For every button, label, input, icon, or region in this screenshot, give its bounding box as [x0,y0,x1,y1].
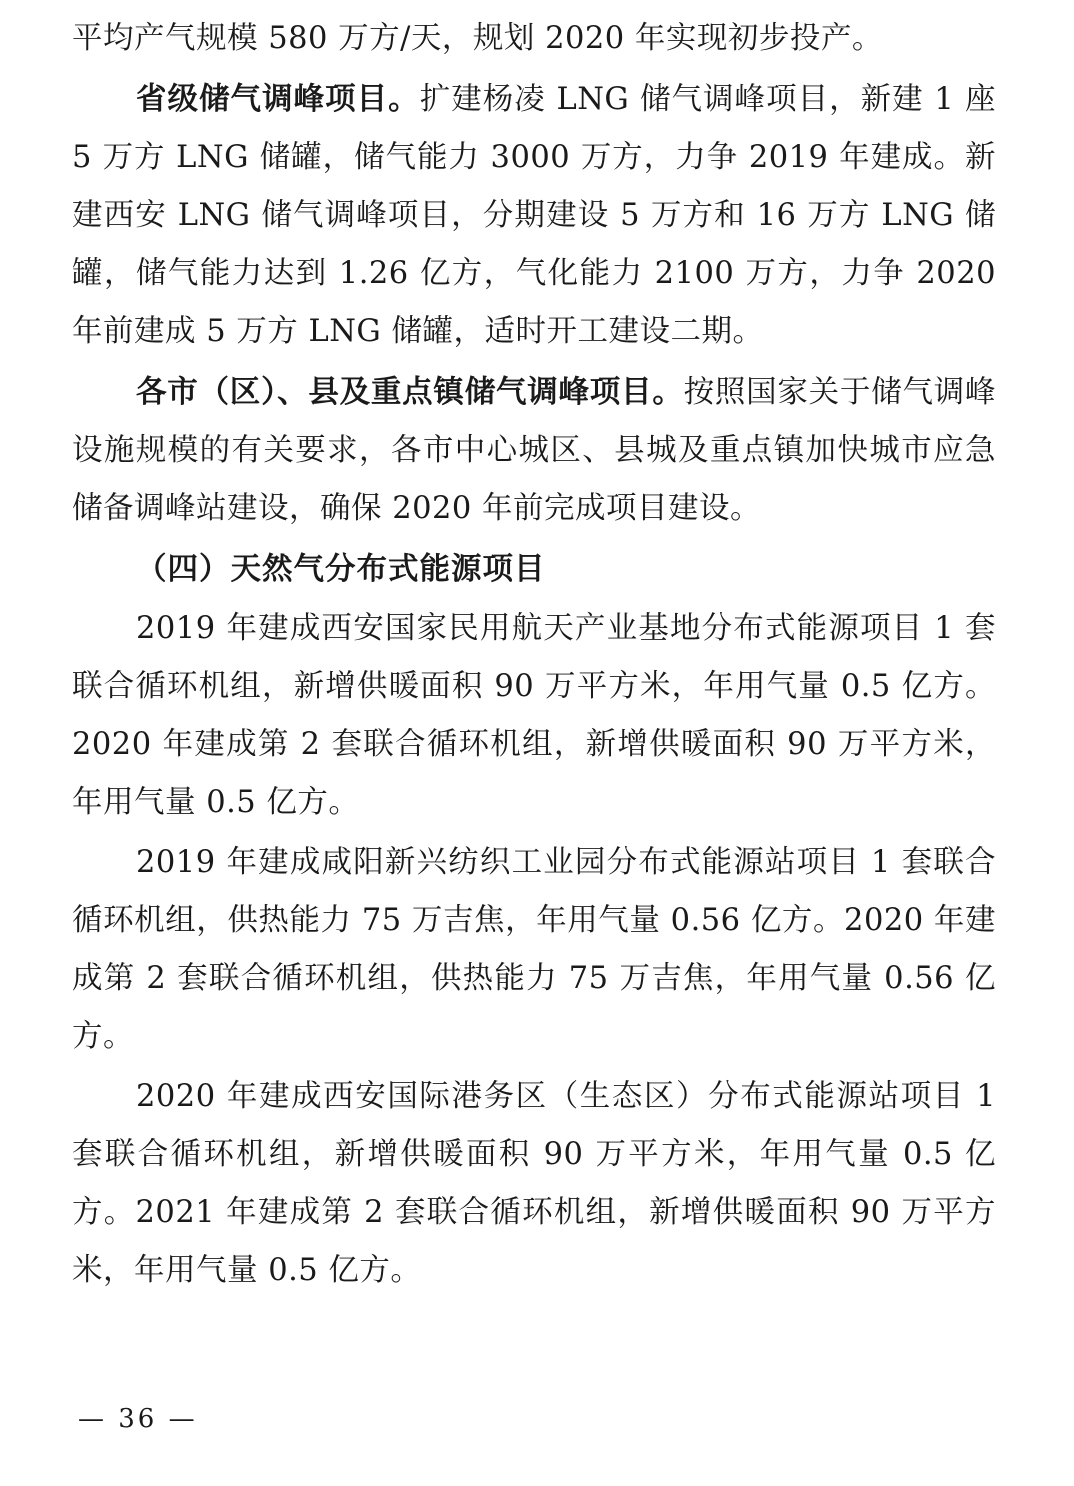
paragraph-continued: 平均产气规模 580 万方/天，规划 2020 年实现初步投产。 [72,21,883,56]
page-number: — 36 — [78,1404,198,1434]
paragraph-provincial-storage [72,70,1007,361]
paragraph-city-county-storage [72,363,996,538]
paragraph-xian-international-port: 2020 年建成西安国际港务区（生态区）分布式能源站项目 1 套联合循环机组，新增供暖面积 90 万平方米，年用气量 0.5 亿方。2021 年建成第 2 套联合循环机组，新增供暖面积 90 万平方米，年用气量 0.5 亿方。 [72,1079,1007,1288]
section-heading-four: （四）天然气分布式能源项目 [136,551,546,587]
paragraph-lead-label: 省级储气调峰项目。 [136,81,420,117]
paragraph-xianyang-textile-park: 2019 年建成咸阳新兴纺织工业园分布式能源站项目 1 套联合循环机组，供热能力 75 万吉焦，年用气量 0.56 亿方。2020 年建成第 2 套联合循环机组，供热能力 75 万吉焦，年用气量 0.56 亿方。 [72,845,996,1054]
paragraph-body-text: 按照国家关于储气调峰设施规模的有关要求，各市中心城区、县城及重点镇加快城市应急储备调峰站建设，确保 2020 年前完成项目建设。 [72,375,997,526]
paragraph-body-text: 扩建杨凌 LNG 储气调峰项目，新建 1 座 5 万方 LNG 储罐，储气能力 3000 万方，力争 2019 年建成。新建西安 LNG 储气调峰项目，分期建设 5 万方和 16 万方 LNG 储罐，储气能力达到 1.26 亿方，气化能力 2100 万方，力争 2020 年前建成 5 万方 LNG 储罐，适时开工建设二期。 [72,82,1007,349]
paragraph-xian-aerospace-base: 2019 年建成西安国家民用航天产业基地分布式能源项目 1 套联合循环机组，新增供暖面积 90 万平方米，年用气量 0.5 亿方。2020 年建成第 2 套联合循环机组，新增供暖面积 90 万平方米，年用气量 0.5 亿方。 [72,611,996,820]
paragraph-lead-label: 各市（区）、县及重点镇储气调峰项目。 [136,374,684,410]
